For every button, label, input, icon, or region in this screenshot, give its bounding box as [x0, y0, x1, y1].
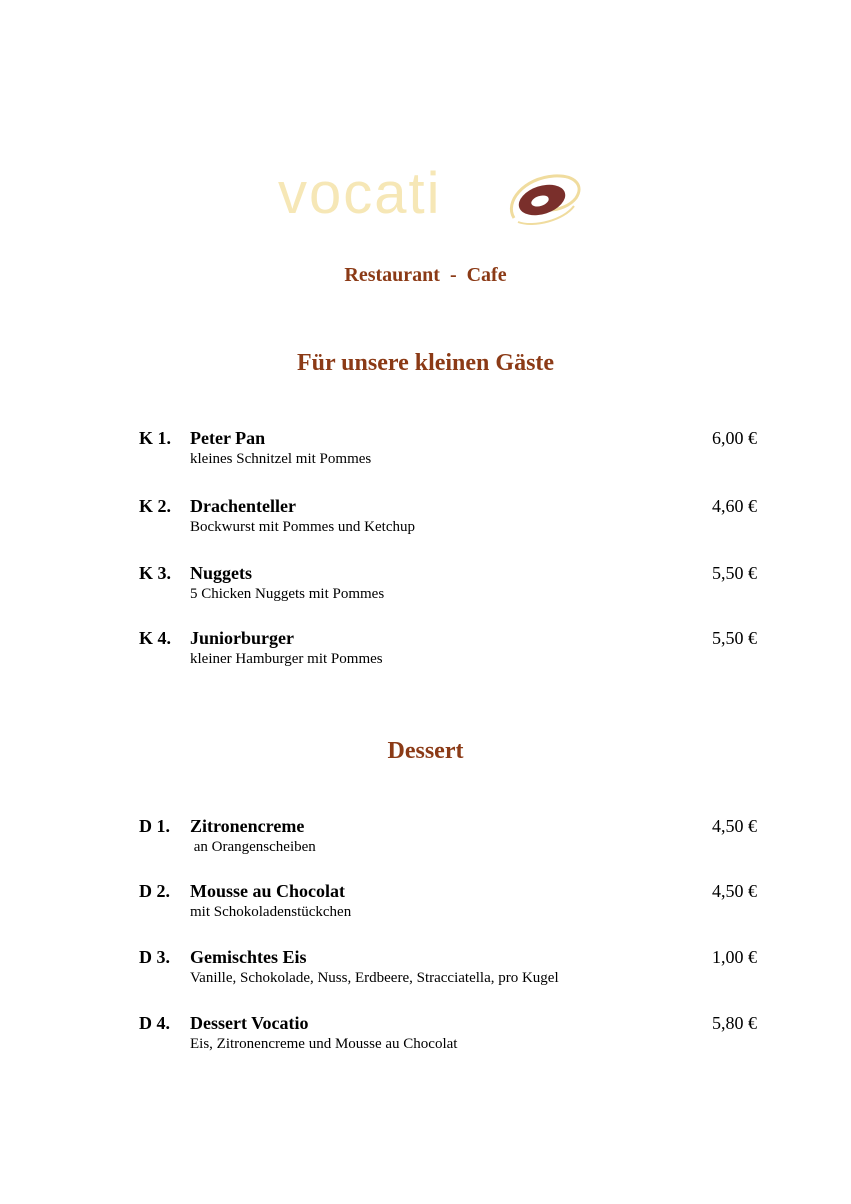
restaurant-logo	[278, 161, 588, 230]
item-code: K 2.	[139, 496, 172, 516]
item-description: Bockwurst mit Pommes und Ketchup	[190, 519, 415, 535]
item-description: mit Schokoladenstückchen	[190, 904, 352, 920]
menu-item	[0, 628, 851, 678]
item-name: Peter Pan	[190, 428, 266, 448]
logo-swirl-icon	[504, 172, 584, 228]
item-name: Mousse au Chocolat	[190, 881, 346, 901]
item-code: K 4.	[139, 628, 172, 648]
item-name: Gemischtes Eis	[190, 947, 307, 967]
item-name: Dessert Vocatio	[190, 1013, 309, 1033]
item-name: Juniorburger	[190, 628, 295, 648]
item-code: D 3.	[139, 947, 170, 967]
item-name: Drachenteller	[190, 496, 296, 516]
item-price: 4,50 €	[712, 881, 757, 901]
item-price: 4,50 €	[712, 816, 757, 836]
item-name: Zitronencreme	[190, 816, 305, 836]
item-description: kleines Schnitzel mit Pommes	[190, 451, 372, 467]
item-description: Vanille, Schokolade, Nuss, Erdbeere, Stracciatella, pro Kugel	[190, 970, 559, 986]
item-name: Nuggets	[190, 563, 252, 583]
item-description: Eis, Zitronencreme und Mousse au Chocolat	[190, 1036, 458, 1052]
item-description: kleiner Hamburger mit Pommes	[190, 651, 383, 667]
item-price: 1,00 €	[712, 947, 757, 967]
menu-item	[0, 947, 851, 997]
menu-item	[0, 428, 851, 478]
item-code: K 1.	[139, 428, 172, 448]
item-code: K 3.	[139, 563, 172, 583]
item-code: D 1.	[139, 816, 170, 836]
subtitle: Restaurant - Cafe	[344, 264, 507, 286]
item-price: 5,50 €	[712, 628, 757, 648]
menu-item	[0, 1013, 851, 1063]
item-description: an Orangenscheiben	[190, 839, 316, 855]
item-price: 6,00 €	[712, 428, 757, 448]
section-title-dessert: Dessert	[387, 738, 464, 764]
section-title-kids: Für unsere kleinen Gäste	[296, 350, 555, 376]
logo-wordmark: vocati	[278, 161, 442, 226]
item-code: D 4.	[139, 1013, 170, 1033]
item-price: 5,80 €	[712, 1013, 757, 1033]
menu-item	[0, 496, 851, 546]
menu-item	[0, 816, 851, 866]
item-price: 5,50 €	[712, 563, 757, 583]
menu-item	[0, 563, 851, 613]
item-description: 5 Chicken Nuggets mit Pommes	[190, 586, 385, 602]
item-price: 4,60 €	[712, 496, 757, 516]
menu-item	[0, 881, 851, 931]
item-code: D 2.	[139, 881, 170, 901]
